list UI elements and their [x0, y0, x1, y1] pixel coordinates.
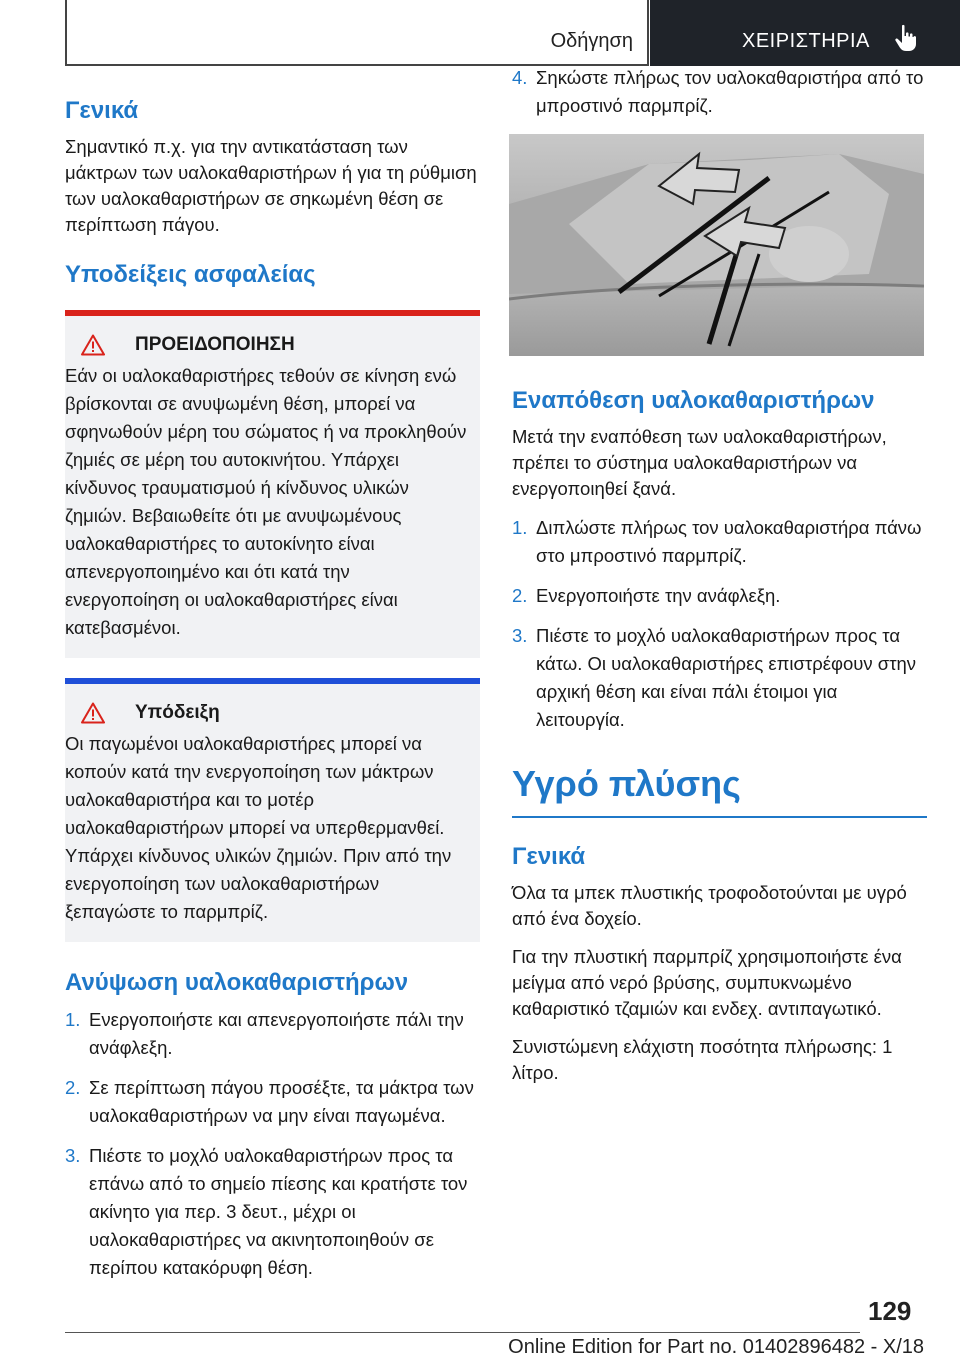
raise-steps-list: [65, 1006, 480, 1282]
hand-pointer-icon: [894, 24, 918, 52]
list-item: 4. Σηκώστε πλήρως τον υαλοκαθαριστήρα από το μπροστινό παρμπρίζ.: [512, 67, 924, 116]
wiper-illustration: [509, 134, 924, 356]
heading-rule: [512, 816, 927, 818]
washer-general-heading: Γενικά: [512, 843, 586, 870]
lower-heading: Εναπόθεση υαλοκαθαριστήρων: [512, 387, 875, 414]
warning-title-row: [65, 334, 468, 356]
general-heading: Γενικά: [65, 97, 139, 124]
list-item: 1. Ενεργοποιήστε και απενεργοποιήστε πάλι την ανάφλεξη.: [65, 1009, 464, 1058]
warning-title: ΠΡΟΕΙΔΟΠΟΙΗΣΗ: [135, 334, 295, 355]
caution-triangle-icon: [81, 702, 105, 724]
washer-heading: Υγρό πλύσης: [512, 763, 741, 804]
note-text: Οι παγωμένοι υαλοκαθαριστήρες μπορεί να κοπούν κατά την ενεργοποίηση των μάκτρων υαλοκαθαριστήρα και το μοτέρ υαλοκαθαριστήρων μπορεί να υπερθερμανθεί. Υπάρχει κίνδυνος υλικών ζημιών. Πριν από την ενεργοποίηση των υαλοκαθαριστήρων ξεπαγώστε το παρμπρίζ.: [65, 733, 452, 922]
washer-paragraph-2: Για την πλυστική παρμπρίζ χρησιμοποιήστε ένα μείγμα από νερό βρύσης, συμπυκνωμένο καθαριστικό τζαμιών και ενδεχ. αντιπαγωτικό.: [512, 946, 902, 1019]
general-text: Σημαντικό π.χ. για την αντικατάσταση των μάκτρων των υαλοκαθαριστήρων ή για τη ρύθμιση των υαλοκαθαριστήρων σε σηκωμένη θέση σε περίπτωση πάγου.: [65, 136, 477, 235]
raise-heading: Ανύψωση υαλοκαθαριστήρων: [65, 969, 409, 996]
footer-divider: [65, 1332, 860, 1333]
washer-paragraph-3: Συνιστώμενη ελάχιστη ποσότητα πλήρωσης: 1 λίτρο.: [512, 1036, 893, 1083]
page-number: 129: [868, 1296, 912, 1326]
warning-triangle-icon: [81, 334, 105, 356]
lower-text: Μετά την εναπόθεση των υαλοκαθαριστήρων, πρέπει το σύστημα υαλοκαθαριστήρων να ενεργοποιηθεί ξανά.: [512, 426, 887, 499]
list-item: 2. Ενεργοποιήστε την ανάφλεξη.: [512, 585, 781, 606]
safety-heading: Υποδείξεις ασφαλείας: [65, 261, 316, 288]
header-section-box: [65, 0, 649, 66]
warning-box: [65, 310, 480, 658]
header-chapter-label: ΧΕΙΡΙΣΤΗΡΙΑ: [742, 30, 870, 52]
note-box: [65, 678, 480, 942]
washer-paragraph-1: Όλα τα μπεκ πλυστικής τροφοδοτούνται με υγρό από ένα δοχείο.: [512, 882, 907, 929]
list-item: 2. Σε περίπτωση πάγου προσέξτε, τα μάκτρα των υαλοκαθαριστήρων να μην είναι παγωμένα.: [65, 1077, 474, 1126]
left-column: [65, 96, 480, 1294]
note-title: Υπόδειξη: [135, 702, 220, 723]
header-chapter-tab[interactable]: [650, 0, 960, 66]
list-item: 3. Πιέστε το μοχλό υαλοκαθαριστήρων προς τα κάτω. Οι υαλοκαθαριστήρες επιστρέφουν στην αρχική θέση και είναι πάλι έτοιμοι για λειτουργία.: [512, 625, 917, 730]
footer-edition: Online Edition for Part no. 01402896482 - X/18: [508, 1336, 924, 1358]
right-column: [512, 64, 927, 1098]
list-item: 3. Πιέστε το μοχλό υαλοκαθαριστήρων προς τα επάνω από το σημείο πίεσης και κρατήστε τον ακίνητο για περ. 3 δευτ., μέχρι οι υαλοκαθαριστήρες να ακινητοποιηθούν σε περίπου κατακόρυφη θέση.: [65, 1145, 468, 1278]
warning-text: Εάν οι υαλοκαθαριστήρες τεθούν σε κίνηση ενώ βρίσκονται σε ανυψωμένη θέση, μπορεί να σφηνωθούν μέρη του σώματος ή να προκληθούν ζημιές σε μέρη του αυτοκινήτου. Υπάρχει κίνδυνος τραυματισμού ή κίνδυνος υλικών ζημιών. Βεβαιωθείτε ότι με ανυψωμένους υαλοκαθαριστήρες το αυτοκίνητο είναι απενεργοποιημένο και ότι κατά την ενεργοποίηση οι υαλοκαθαριστήρες είναι κατεβασμένοι.: [65, 365, 467, 638]
header-section-title: Οδήγηση: [550, 30, 633, 52]
lower-steps-list: [512, 514, 927, 734]
note-title-row: [65, 702, 468, 724]
list-item: 1. Διπλώστε πλήρως τον υαλοκαθαριστήρα πάνω στο μπροστινό παρμπρίζ.: [512, 517, 922, 566]
raise-steps-list-continued: [512, 64, 927, 120]
